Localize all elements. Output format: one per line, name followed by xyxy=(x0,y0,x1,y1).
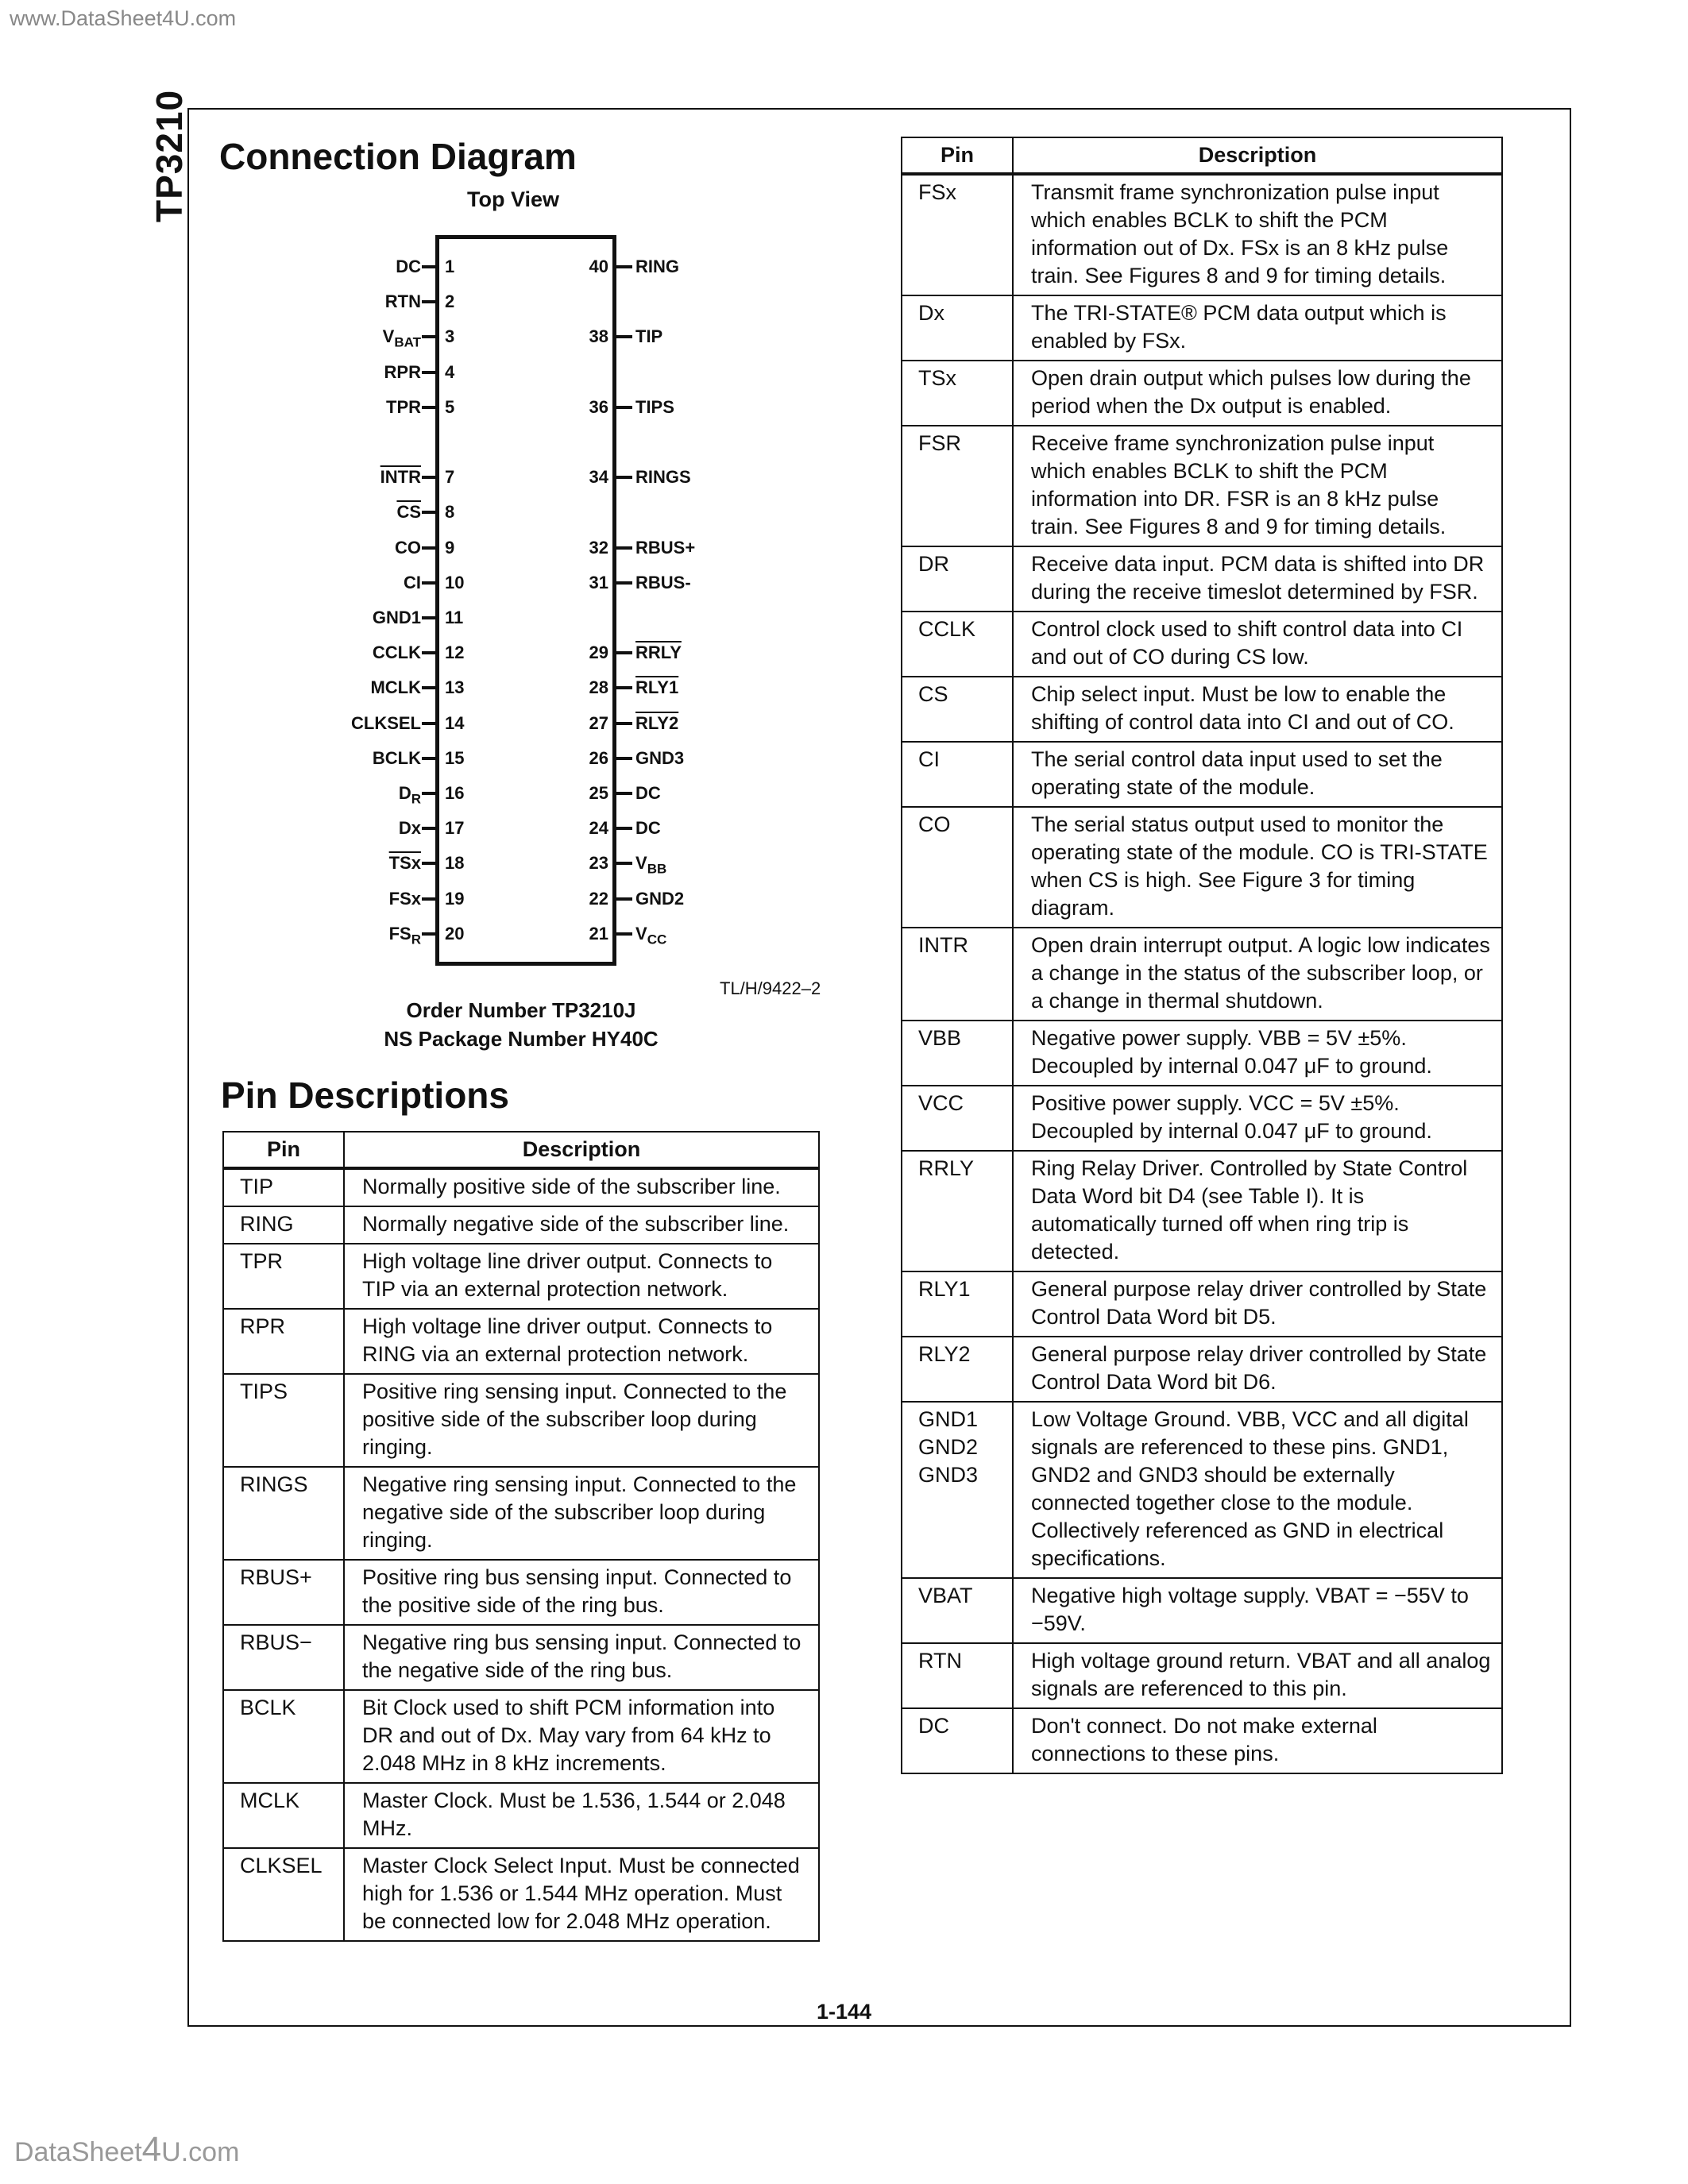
pin-number: 13 xyxy=(445,677,465,698)
pin-left-label: $FS_R$ xyxy=(388,923,421,947)
pin-number: 40 xyxy=(589,257,608,276)
table-row xyxy=(902,1337,1502,1402)
pin-3-name xyxy=(302,325,421,349)
table-row xyxy=(902,1708,1502,1773)
pin-lead xyxy=(422,300,438,303)
pin-lead xyxy=(422,616,438,619)
pin-description-cell: Negative ring bus sensing input. Connected to the negative side of the ring bus. xyxy=(344,1625,819,1690)
pin-left-label: RTN xyxy=(384,291,421,312)
pin-right-label: RRLY xyxy=(635,642,682,663)
pin-number: 14 xyxy=(445,712,465,733)
pin-number: 25 xyxy=(589,783,608,803)
pin-left-label: CO xyxy=(395,537,421,558)
pin-16-name xyxy=(302,781,421,805)
pin-lead xyxy=(616,476,632,479)
pin-number: 36 xyxy=(589,396,608,417)
pin-description-cell: Don't connect. Do not make external connections to these pins. xyxy=(1013,1708,1502,1773)
pin-name-cell: CS xyxy=(902,677,1013,742)
pin-description-cell: The serial control data input used to set the operating state of the module. xyxy=(1013,742,1502,807)
table-row xyxy=(223,1783,819,1848)
pin-name-cell: VCC xyxy=(902,1086,1013,1151)
pin-name-cell: CLKSEL xyxy=(223,1848,344,1941)
pin-name-cell: RRLY xyxy=(902,1151,1013,1271)
pin-description-cell: General purpose relay driver controlled by State Control Data Word bit D6. xyxy=(1013,1337,1502,1402)
pin-number: 31 xyxy=(589,572,608,592)
table-row xyxy=(902,807,1502,928)
pin-lead xyxy=(422,651,438,654)
pin-lead xyxy=(616,686,632,689)
table-row xyxy=(902,426,1502,546)
pin-lead xyxy=(422,371,438,374)
pin-lead xyxy=(422,581,438,585)
table-row xyxy=(902,742,1502,807)
pin-right-label: GND2 xyxy=(635,888,685,909)
pin-name-cell: GND1 GND2 GND3 xyxy=(902,1402,1013,1578)
pin-8-name xyxy=(302,500,421,524)
pin-number: 24 xyxy=(589,818,608,839)
pin-description-cell: Open drain interrupt output. A logic low indicates a change in the status of the subscriber loop, or a change in thermal shutdown. xyxy=(1013,928,1502,1021)
pin-right-label: RLY2 xyxy=(635,712,679,733)
pin-description-cell: The serial status output used to monitor the operating state of the module. CO is TRI-STATE when CS is high. See Figure 3 for timing diagram. xyxy=(1013,807,1502,928)
package-number: NS Package Number HY40C xyxy=(384,1027,659,1051)
connection-diagram-heading: Connection Diagram xyxy=(219,136,577,177)
pin-description-cell: Control clock used to shift control data into CI and out of CO during CS low. xyxy=(1013,612,1502,677)
pin-number: 15 xyxy=(445,747,465,768)
pin-name-cell: VBAT xyxy=(902,1578,1013,1643)
pin-number: 38 xyxy=(589,326,608,347)
pin-left-label: $\overline{TSx}$ xyxy=(388,853,421,874)
pin-left-label: RPR xyxy=(384,361,421,382)
pin-number: 17 xyxy=(445,818,465,839)
pin-name-cell: FSx xyxy=(902,174,1013,295)
pin-number: 18 xyxy=(445,853,465,874)
order-info xyxy=(283,996,759,1053)
table-row xyxy=(902,1086,1502,1151)
pin-number: 5 xyxy=(445,396,455,417)
pin-40-name xyxy=(635,255,679,279)
pin-right-label: DC xyxy=(635,818,661,839)
pin-name-cell: INTR xyxy=(902,928,1013,1021)
pin-31-name xyxy=(635,571,691,595)
pin-7-name xyxy=(302,465,421,489)
table-row xyxy=(223,1467,819,1560)
pin-number: 10 xyxy=(445,572,465,592)
pin-29-name xyxy=(635,641,682,665)
pin-name-cell: TIP xyxy=(223,1168,344,1206)
pin-name-cell: FSR xyxy=(902,426,1013,546)
pin-description-cell: Receive frame synchronization pulse input which enables BCLK to shift the PCM information into DR. FSR is an 8 kHz pulse train. See Figures 8 and 9 for timing details. xyxy=(1013,426,1502,546)
table-row xyxy=(902,174,1502,295)
pin-name-cell: RPR xyxy=(223,1309,344,1374)
pin-19-name xyxy=(302,887,421,911)
pin-name-cell: TSx xyxy=(902,361,1013,426)
pin-lead xyxy=(422,511,438,514)
pin-lead xyxy=(422,265,438,268)
page-number: 1-144 xyxy=(816,2000,872,2024)
top-view-label: Top View xyxy=(467,187,560,211)
pin-number: 26 xyxy=(589,747,608,768)
pin-table-left xyxy=(222,1131,820,1942)
pin-name-cell: TPR xyxy=(223,1244,344,1309)
pin-left-label: Dx xyxy=(398,818,421,839)
pin-description-cell: Negative ring sensing input. Connected to the negative side of the subscriber loop during ringing. xyxy=(344,1467,819,1560)
pin-name-cell: RBUS+ xyxy=(223,1560,344,1625)
table-row xyxy=(902,928,1502,1021)
figure-id: TL/H/9422–2 xyxy=(720,978,821,998)
pin-lead xyxy=(616,792,632,795)
pin-11-name xyxy=(302,606,421,630)
table-row xyxy=(902,1402,1502,1578)
pin-38-name xyxy=(635,325,662,349)
pin-description-cell: High voltage line driver output. Connects to TIP via an external protection network. xyxy=(344,1244,819,1309)
pin-15-name xyxy=(302,747,421,770)
pin-right-label: RBUS+ xyxy=(635,537,696,558)
pin-36-name xyxy=(635,396,674,419)
pin-name-cell: MCLK xyxy=(223,1783,344,1848)
pin-lead xyxy=(422,686,438,689)
pin-number: 29 xyxy=(589,642,608,663)
pin-right-label: RBUS- xyxy=(635,572,691,592)
pin-number: 34 xyxy=(589,467,608,488)
col-pin-header: Pin xyxy=(902,137,1013,174)
pin-4-name xyxy=(302,361,421,384)
pin-name-cell: RTN xyxy=(902,1643,1013,1708)
table-row xyxy=(902,1271,1502,1337)
pin-name-cell: RING xyxy=(223,1206,344,1244)
pin-name-cell: CCLK xyxy=(902,612,1013,677)
pin-description-cell: Chip select input. Must be low to enable the shifting of control data into CI and out of CO. xyxy=(1013,677,1502,742)
table-row xyxy=(902,1578,1502,1643)
pin-lead xyxy=(616,335,632,338)
table-row xyxy=(223,1168,819,1206)
pin-name-cell: VBB xyxy=(902,1021,1013,1086)
pin-right-label: DC xyxy=(635,783,661,803)
pin-number: 11 xyxy=(445,608,464,627)
pin-23-name xyxy=(635,851,666,875)
pin-right-label: RINGS xyxy=(635,467,691,488)
pin-right-label: TIP xyxy=(635,326,663,347)
pin-name-cell: RLY2 xyxy=(902,1337,1013,1402)
pin-right-label: RLY1 xyxy=(635,677,679,698)
pin-name-cell: Dx xyxy=(902,295,1013,361)
table-row xyxy=(902,1643,1502,1708)
pin-description-cell: Master Clock Select Input. Must be connected high for 1.536 or 1.544 MHz operation. Must be connected low for 2.048 MHz operation. xyxy=(344,1848,819,1941)
col-desc-header: Description xyxy=(1013,137,1502,174)
table-row xyxy=(223,1690,819,1783)
pin-lead xyxy=(422,897,438,901)
pin-lead xyxy=(422,476,438,479)
pin-lead xyxy=(422,792,438,795)
table-row xyxy=(223,1309,819,1374)
pin-description-cell: Ring Relay Driver. Controlled by State Control Data Word bit D4 (see Table I). It is automatically turned off when ring trip is detected. xyxy=(1013,1151,1502,1271)
pin-18-name xyxy=(302,851,421,875)
pin-description-cell: Transmit frame synchronization pulse input which enables BCLK to shift the PCM information out of Dx. FSx is an 8 kHz pulse train. See Figures 8 and 9 for timing details. xyxy=(1013,174,1502,295)
pin-number: 22 xyxy=(589,888,608,909)
pin-lead xyxy=(422,335,438,338)
pin-number: 12 xyxy=(445,642,465,663)
pin-description-cell: General purpose relay driver controlled by State Control Data Word bit D5. xyxy=(1013,1271,1502,1337)
pin-name-cell: CO xyxy=(902,807,1013,928)
pin-13-name xyxy=(302,676,421,700)
pin-description-cell: Positive ring sensing input. Connected to the positive side of the subscriber loop during ringing. xyxy=(344,1374,819,1467)
pin-left-label: CCLK xyxy=(372,642,421,663)
pin-lead xyxy=(616,265,632,268)
pin-description-cell: Negative power supply. VBB = 5V ±5%. Decoupled by internal 0.047 μF to ground. xyxy=(1013,1021,1502,1086)
pin-34-name xyxy=(635,465,691,489)
table-row xyxy=(902,677,1502,742)
watermark-four: 4 xyxy=(141,2130,162,2169)
pin-14-name xyxy=(302,712,421,735)
pin-2-name xyxy=(302,290,421,314)
pin-number: 21 xyxy=(589,923,608,943)
watermark-top: www.DataSheet4U.com xyxy=(10,6,237,30)
pin-name-cell: TIPS xyxy=(223,1374,344,1467)
watermark-bottom xyxy=(14,2130,239,2170)
table-row xyxy=(223,1206,819,1244)
pin-lead xyxy=(422,932,438,936)
pin-number: 8 xyxy=(445,502,455,523)
pin-number: 32 xyxy=(589,537,608,558)
pin-24-name xyxy=(635,816,661,840)
pin-lead xyxy=(616,406,632,409)
pin-number: 23 xyxy=(589,853,608,874)
pin-description-cell: Positive ring bus sensing input. Connected to the positive side of the ring bus. xyxy=(344,1560,819,1625)
pin-description-cell: High voltage ground return. VBAT and all analog signals are referenced to this pin. xyxy=(1013,1643,1502,1708)
pin-9-name xyxy=(302,536,421,560)
table-row xyxy=(902,612,1502,677)
table-row xyxy=(902,295,1502,361)
pin-description-cell: Negative high voltage supply. VBAT = −55V to −59V. xyxy=(1013,1578,1502,1643)
pin-number: 16 xyxy=(445,783,465,803)
pin-left-label: INTR xyxy=(380,467,421,488)
pin-12-name xyxy=(302,641,421,665)
pin-name-cell: RLY1 xyxy=(902,1271,1013,1337)
pin-name-cell: RINGS xyxy=(223,1467,344,1560)
pin-right-label: TIPS xyxy=(635,396,674,417)
pin-28-name xyxy=(635,676,678,700)
pin-lead xyxy=(616,546,632,550)
pin-number: 3 xyxy=(445,326,455,347)
pin-name-cell: CI xyxy=(902,742,1013,807)
pin-lead xyxy=(616,827,632,830)
pin-right-label: $V_{BB}$ xyxy=(635,853,667,877)
table-row xyxy=(902,1151,1502,1271)
pin-number: 2 xyxy=(445,291,455,312)
col-desc-header: Description xyxy=(344,1132,819,1168)
pin-name-cell: DR xyxy=(902,546,1013,612)
pin-27-name xyxy=(635,712,678,735)
pin-description-cell: Bit Clock used to shift PCM information into DR and out of Dx. May vary from 64 kHz to 2.048 MHz in 8 kHz increments. xyxy=(344,1690,819,1783)
pin-lead xyxy=(422,827,438,830)
pin-name-cell: BCLK xyxy=(223,1690,344,1783)
pin-left-label: TPR xyxy=(386,396,421,417)
pin-name-cell: DC xyxy=(902,1708,1013,1773)
pin-10-name xyxy=(302,571,421,595)
pin-number: 7 xyxy=(445,467,455,488)
pin-lead xyxy=(616,757,632,760)
table-row xyxy=(902,546,1502,612)
pin-5-name xyxy=(302,396,421,419)
pin-21-name xyxy=(635,922,666,946)
pin-26-name xyxy=(635,747,684,770)
pin-number: 1 xyxy=(445,257,455,276)
pin-left-label: BCLK xyxy=(372,747,421,768)
pin-1-name xyxy=(302,255,421,279)
pin-number: 28 xyxy=(589,677,608,698)
side-part-number: TP3210 xyxy=(149,89,190,222)
order-number: Order Number TP3210J xyxy=(406,998,636,1022)
table-row xyxy=(223,1374,819,1467)
pin-25-name xyxy=(635,781,661,805)
pin-lead xyxy=(422,862,438,865)
pin-20-name xyxy=(302,922,421,946)
pin-32-name xyxy=(635,536,695,560)
pin-left-label: GND1 xyxy=(372,608,421,627)
pin-description-cell: Normally positive side of the subscriber line. xyxy=(344,1168,819,1206)
pin-left-label: $D_R$ xyxy=(398,783,421,807)
pin-22-name xyxy=(635,887,684,911)
pin-descriptions-heading: Pin Descriptions xyxy=(221,1075,509,1116)
pin-left-label: $\overline{CS}$ xyxy=(396,502,421,523)
pin-table-right xyxy=(901,137,1503,1774)
pin-lead xyxy=(422,546,438,550)
pin-left-label: FSx xyxy=(388,888,421,909)
table-row xyxy=(223,1244,819,1309)
pin-left-label: $V_{BAT}$ xyxy=(382,326,421,350)
watermark-suffix: U.com xyxy=(161,2137,240,2167)
watermark-prefix: DataSheet xyxy=(14,2137,142,2167)
pin-lead xyxy=(616,932,632,936)
pin-left-label: CI xyxy=(404,572,421,592)
pin-left-label: MCLK xyxy=(370,677,421,698)
pin-right-label: GND3 xyxy=(635,747,685,768)
pin-number: 20 xyxy=(445,923,465,943)
pin-description-cell: Open drain output which pulses low during the period when the Dx output is enabled. xyxy=(1013,361,1502,426)
pin-description-cell: High voltage line driver output. Connects to RING via an external protection network. xyxy=(344,1309,819,1374)
pin-lead xyxy=(616,651,632,654)
pin-right-label: $V_{CC}$ xyxy=(635,923,667,947)
pin-lead xyxy=(422,722,438,725)
pin-lead xyxy=(616,722,632,725)
pin-17-name xyxy=(302,816,421,840)
table-row xyxy=(223,1560,819,1625)
pin-lead xyxy=(616,897,632,901)
pin-description-cell: Normally negative side of the subscriber line. xyxy=(344,1206,819,1244)
pin-number: 9 xyxy=(445,537,455,558)
pin-left-label: DC xyxy=(396,257,421,276)
pin-number: 4 xyxy=(445,361,455,382)
pin-left-label: CLKSEL xyxy=(351,712,421,733)
pin-description-cell: Receive data input. PCM data is shifted into DR during the receive timeslot determined by FSR. xyxy=(1013,546,1502,612)
pin-description-cell: The TRI-STATE® PCM data output which is enabled by FSx. xyxy=(1013,295,1502,361)
pin-lead xyxy=(616,862,632,865)
pin-lead xyxy=(422,406,438,409)
col-pin-header: Pin xyxy=(223,1132,344,1168)
table-row xyxy=(902,1021,1502,1086)
pin-right-label: RING xyxy=(635,257,679,276)
pin-number: 19 xyxy=(445,888,465,909)
table-row xyxy=(902,361,1502,426)
table-row xyxy=(223,1848,819,1941)
pin-lead xyxy=(616,581,632,585)
pin-description-cell: Low Voltage Ground. VBB, VCC and all digital signals are referenced to these pins. GND1, GND2 and GND3 should be externally connected together close to the module. Collectively referenced as GND in electrical specifications. xyxy=(1013,1402,1502,1578)
table-row xyxy=(223,1625,819,1690)
pin-name-cell: RBUS− xyxy=(223,1625,344,1690)
pin-lead xyxy=(422,757,438,760)
pin-description-cell: Positive power supply. VCC = 5V ±5%. Decoupled by internal 0.047 μF to ground. xyxy=(1013,1086,1502,1151)
pin-number: 27 xyxy=(589,712,608,733)
pin-description-cell: Master Clock. Must be 1.536, 1.544 or 2.048 MHz. xyxy=(344,1783,819,1848)
